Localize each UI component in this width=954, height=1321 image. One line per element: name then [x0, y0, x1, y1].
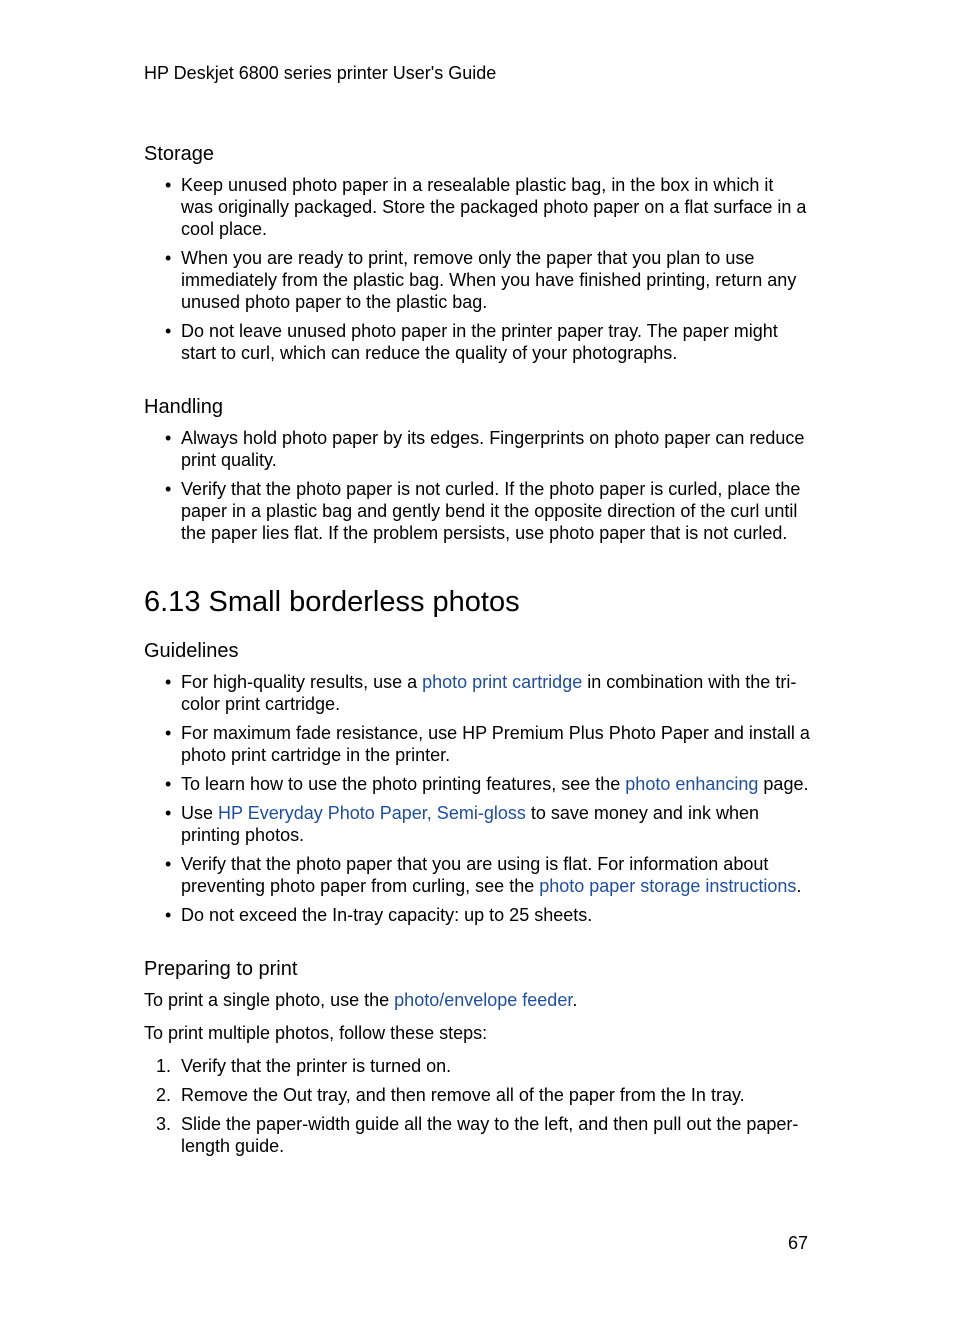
- list-item: • Do not leave unused photo paper in the printer paper tray. The paper might start to curl, which can reduce the quality of your photographs.: [144, 320, 810, 364]
- photo-paper-storage-link[interactable]: photo paper storage instructions: [539, 876, 797, 896]
- storage-list: [144, 174, 810, 364]
- guidelines-heading: Guidelines: [144, 640, 239, 662]
- steps-list: [144, 1055, 810, 1157]
- multiple-photos-paragraph: To print multiple photos, follow these steps:: [144, 1023, 488, 1043]
- preparing-heading: Preparing to print: [144, 958, 298, 980]
- list-item: • Always hold photo paper by its edges. Fingerprints on photo paper can reduce print quality.: [144, 427, 810, 471]
- list-item: • Do not exceed the In-tray capacity: up to 25 sheets.: [144, 904, 810, 926]
- storage-heading: Storage: [144, 143, 215, 165]
- photo-print-cartridge-link[interactable]: photo print cartridge: [422, 672, 583, 692]
- list-item: 1. Verify that the printer is turned on.: [156, 1056, 452, 1076]
- list-item: 3. Slide the paper-width guide all the way to the left, and then pull out the paper-length guide.: [156, 1114, 799, 1156]
- handling-list: [144, 427, 810, 544]
- list-item: • When you are ready to print, remove only the paper that you plan to use immediately from the plastic bag. When you have finished printing, return any unused photo paper to the plastic bag.: [144, 247, 810, 313]
- photo-envelope-feeder-link[interactable]: photo/envelope feeder: [394, 990, 573, 1010]
- section-title: 6.13 Small borderless photos: [144, 586, 520, 618]
- list-item: • To learn how to use the photo printing features, see the photo enhancing page.: [144, 773, 810, 795]
- document-body: [144, 142, 810, 1164]
- single-photo-paragraph: To print a single photo, use the photo/envelope feeder.: [144, 990, 578, 1010]
- list-item: • Verify that the photo paper that you are using is flat. For information about preventing photo paper from curling, see the photo paper storage instructions.: [144, 853, 810, 897]
- list-item: • Use HP Everyday Photo Paper, Semi-gloss to save money and ink when printing photos.: [144, 802, 810, 846]
- list-item: • For high-quality results, use a photo print cartridge in combination with the tri-color print cartridge.: [144, 671, 810, 715]
- guidelines-list: [144, 671, 810, 926]
- list-item: • Keep unused photo paper in a resealable plastic bag, in the box in which it was originally packaged. Store the packaged photo paper on a flat surface in a cool place.: [144, 174, 810, 240]
- page-header: HP Deskjet 6800 series printer User's Guide: [144, 63, 497, 83]
- handling-heading: Handling: [144, 396, 223, 418]
- page-number: 67: [788, 1233, 809, 1253]
- list-item: • Verify that the photo paper is not curled. If the photo paper is curled, place the paper in a plastic bag and gently bend it the opposite direction of the curl until the paper lies flat. If the problem persists, use photo paper that is not curled.: [144, 478, 810, 544]
- step-number: 2.: [156, 1085, 172, 1105]
- step-number: 3.: [156, 1114, 172, 1134]
- list-item: 2. Remove the Out tray, and then remove all of the paper from the In tray.: [156, 1085, 745, 1105]
- everyday-photo-paper-link[interactable]: HP Everyday Photo Paper, Semi-gloss: [218, 803, 526, 823]
- photo-enhancing-link[interactable]: photo enhancing: [625, 774, 759, 794]
- step-number: 1.: [156, 1056, 172, 1076]
- list-item: • For maximum fade resistance, use HP Premium Plus Photo Paper and install a photo print cartridge in the printer.: [144, 722, 810, 766]
